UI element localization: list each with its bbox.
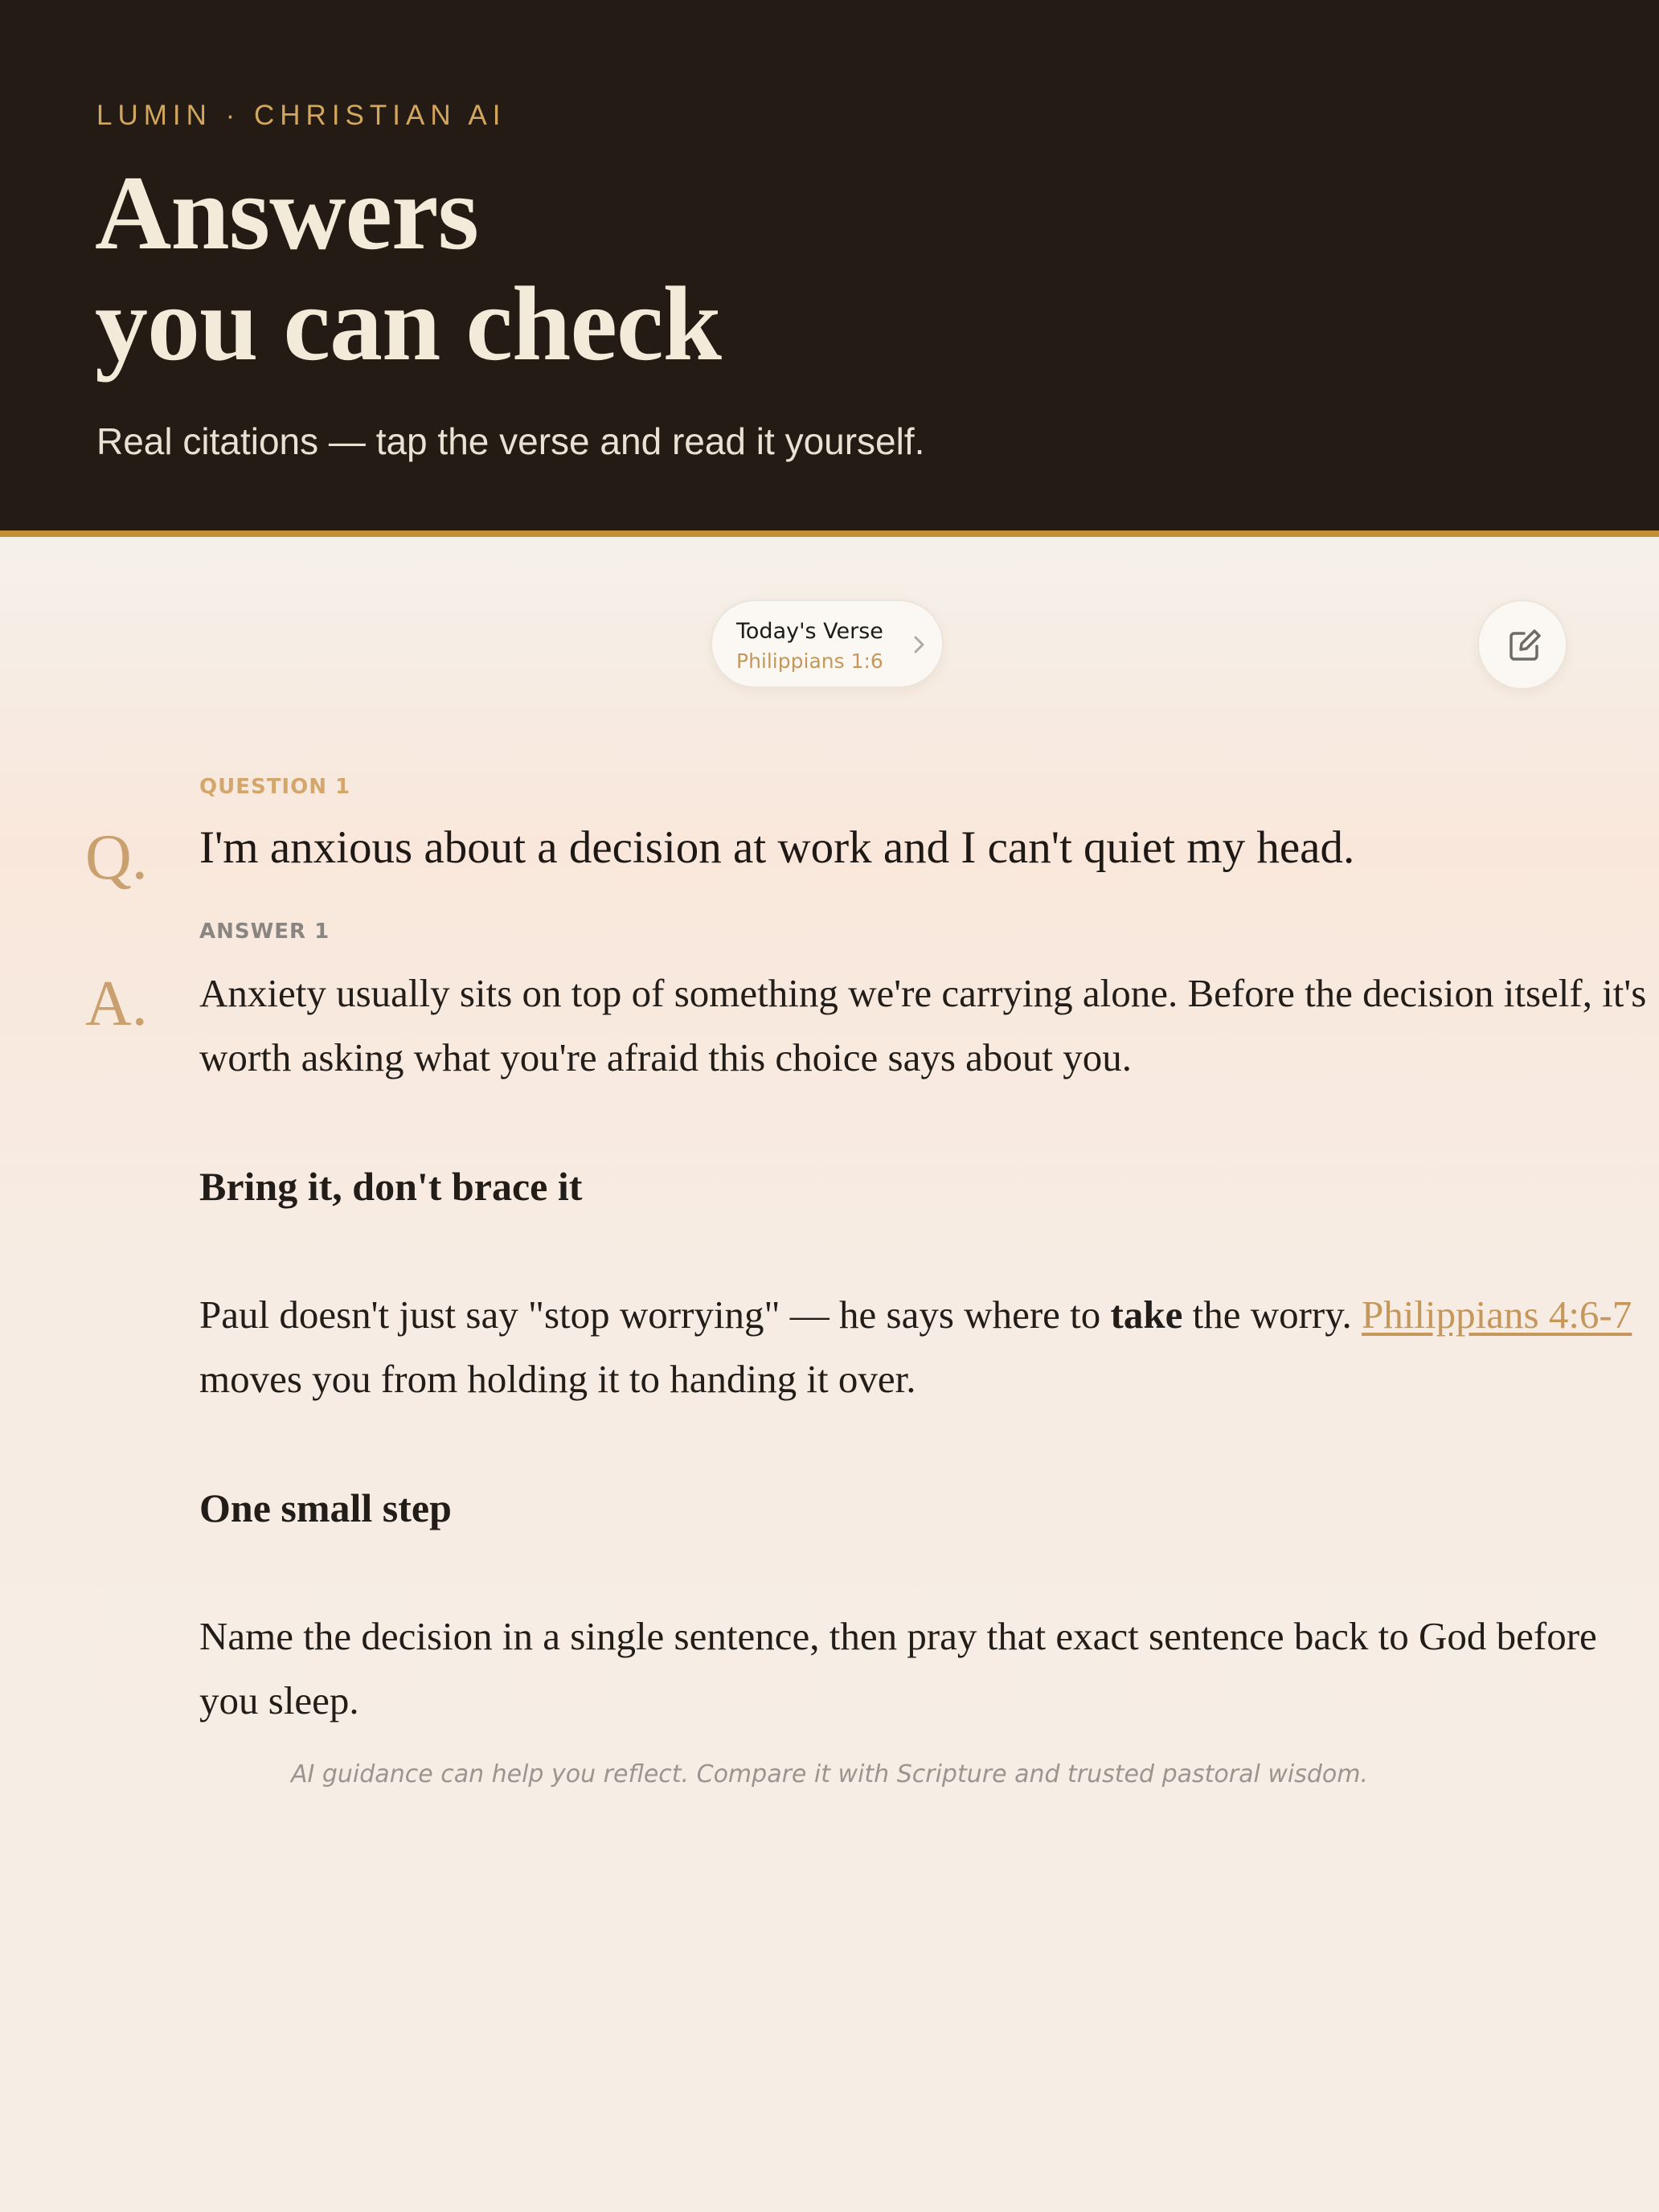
todays-verse-button[interactable] <box>711 600 944 688</box>
new-chat-button[interactable] <box>1477 600 1567 690</box>
accent-divider <box>0 530 1659 537</box>
hero-header <box>0 0 1659 530</box>
answer-paragraph-2-line-2: moves you from holding it to handing it over. <box>199 1357 916 1401</box>
hero-headline <box>95 154 721 383</box>
ai-disclaimer: AI guidance can help you reflect. Compare it with Scripture and trusted pastoral wisdom. <box>290 1760 1369 1788</box>
compose-icon <box>1505 627 1543 666</box>
todays-verse-title: Today's Verse <box>736 619 883 644</box>
answer-paragraph-2-text: Paul doesn't just say "stop worrying" — he says where to <box>199 1292 1111 1337</box>
answer-paragraph-2-after: the worry. <box>1182 1292 1352 1337</box>
scripture-citation-link[interactable]: Philippians 4:6-7 <box>1362 1292 1632 1337</box>
question-text: I'm anxious about a decision at work and I can't quiet my head. <box>199 822 1355 873</box>
answer-intro-line-1: Anxiety usually sits on top of something we're carrying alone. Before the decision itself, it's <box>199 971 1647 1015</box>
answer-body <box>199 961 1647 1733</box>
answer-paragraph-2-bold: take <box>1110 1292 1183 1337</box>
brand-eyebrow: LUMIN · CHRISTIAN AI <box>96 100 506 131</box>
chevron-right-icon <box>905 630 934 659</box>
todays-verse-reference: Philippians 1:6 <box>736 649 883 673</box>
question-label: QUESTION 1 <box>199 775 351 799</box>
answer-paragraph-3-line-2: you sleep. <box>199 1678 359 1722</box>
answer-label: ANSWER 1 <box>199 920 330 944</box>
answer-intro-line-2: worth asking what you're afraid this choice says about you. <box>199 1035 1133 1079</box>
headline-line-1: Answers <box>95 154 478 272</box>
hero-subhead: Real citations — tap the verse and read it yourself. <box>96 420 925 462</box>
answer-paragraph-2 <box>199 1283 1632 1347</box>
answer-paragraph-3-line-1: Name the decision in a single sentence, then pray that exact sentence back to God before <box>199 1614 1597 1658</box>
question-marker: Q. <box>85 822 148 893</box>
answer-heading-small-step: One small step <box>199 1485 452 1530</box>
headline-line-2: you can check <box>95 264 721 383</box>
answer-heading-bring-it: Bring it, don't brace it <box>199 1164 583 1209</box>
answer-marker: A. <box>85 969 148 1039</box>
